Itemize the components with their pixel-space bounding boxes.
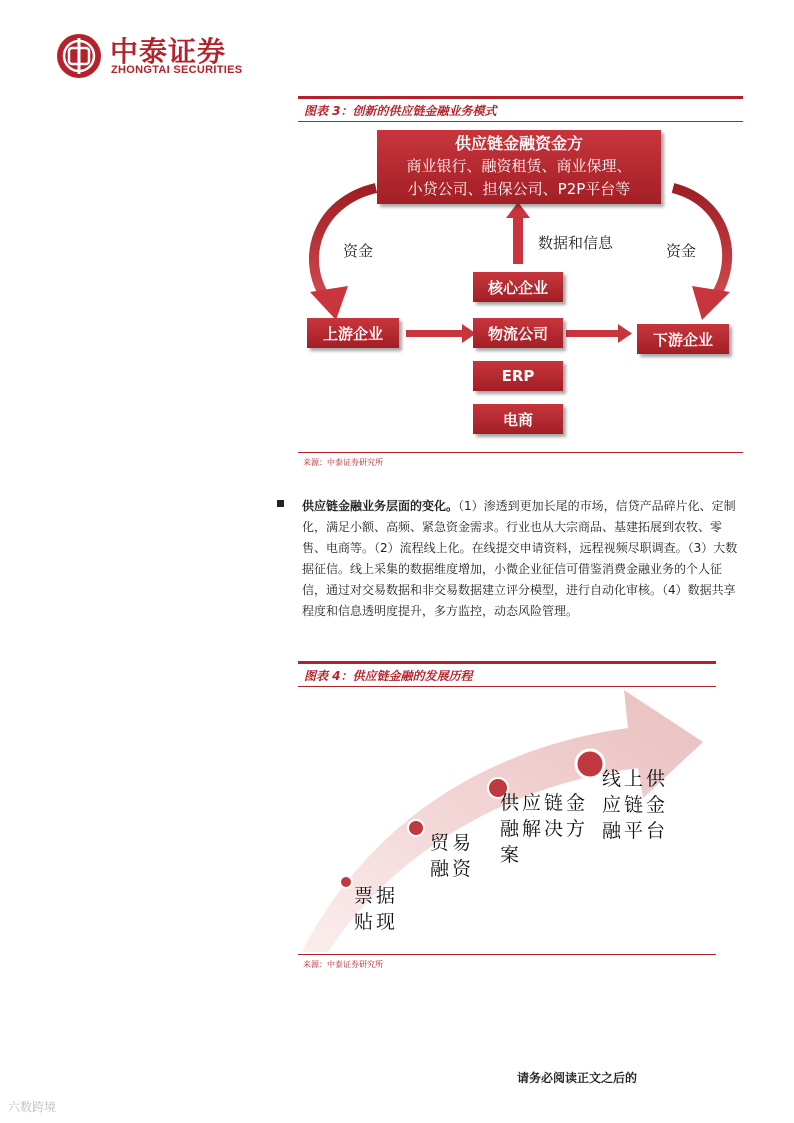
stage-3-line3: 案	[500, 844, 523, 866]
ecommerce-box: 电商	[473, 404, 563, 434]
stage-2-line1: 贸易	[430, 832, 475, 854]
funder-line1: 商业银行、融资租赁、商业保理、	[406, 157, 632, 175]
figure4-source: 来源：中泰证券研究所	[303, 960, 383, 969]
logo-english-name: ZHONGTAI SECURITIES	[111, 64, 243, 76]
left-flow-label: 资金	[343, 242, 374, 260]
paragraph-lead: 供应链金融业务层面的变化。	[302, 499, 459, 513]
stage-2-line2: 融资	[430, 858, 475, 880]
stage-2-label	[430, 830, 474, 882]
figure4-source-rule	[298, 954, 716, 955]
erp-box: ERP	[473, 361, 563, 391]
paragraph-body: （1）渗透到更加长尾的市场，信贷产品碎片化、定制化，满足小额、高频、紧急资金需求。行业也从大宗商品、基建拓展到农牧、零售、电商等。（2）流程线上化。在线提交申请资料，远程视频尽职调查。（3）大数据征信。线上采集的数据维度增加，小微企业征信可借鉴消费金融业务的个人征信，通过对交易数据和非交易数据建立评分模型，进行自动化审核。（4）数据共享程度和信息透明度提升，多方监控，动态风险管理。	[302, 499, 738, 618]
figure3-header	[298, 96, 743, 122]
logo-chinese-name: 中泰证券	[110, 35, 227, 68]
stage-3-line2: 融解决方	[500, 818, 589, 840]
funder-title: 供应链金融资金方	[454, 134, 583, 153]
funder-line2: 小贷公司、担保公司、P2P平台等	[407, 180, 631, 198]
stage-4-line3: 融平台	[602, 820, 669, 842]
stage-1-line1: 票据	[354, 885, 399, 907]
figure4-header	[298, 661, 716, 687]
upstream-box: 上游企业	[307, 318, 399, 348]
figure3-title: 图表 3：创新的供应链金融业务模式	[304, 104, 497, 118]
stage-4-line1: 线上供	[602, 768, 669, 790]
center-flow-label: 数据和信息	[538, 234, 614, 252]
figure3-source-rule	[298, 452, 743, 453]
footer-disclaimer: 请务必阅读正文之后的	[517, 1071, 638, 1085]
body-paragraph	[302, 496, 742, 622]
downstream-box: 下游企业	[637, 324, 729, 354]
stage-3-line1: 供应链金	[500, 792, 589, 814]
figure4-title: 图表 4：供应链金融的发展历程	[304, 669, 473, 683]
stage-3-label	[500, 790, 588, 868]
stage-1-line2: 贴现	[354, 911, 399, 933]
core-enterprise-box: 核心企业	[473, 272, 563, 302]
funder-box	[377, 130, 661, 204]
stage-1-label	[354, 883, 398, 935]
figure3-source: 来源：中泰证券研究所	[303, 458, 383, 467]
stage-4-line2: 应链金	[602, 794, 669, 816]
logistics-box: 物流公司	[473, 318, 563, 348]
bullet-marker	[277, 500, 284, 507]
right-flow-label: 资金	[666, 242, 697, 260]
zhongtai-logo-icon	[56, 33, 102, 79]
stage-4-label	[602, 766, 668, 844]
watermark: 六数跨境	[8, 1100, 57, 1114]
